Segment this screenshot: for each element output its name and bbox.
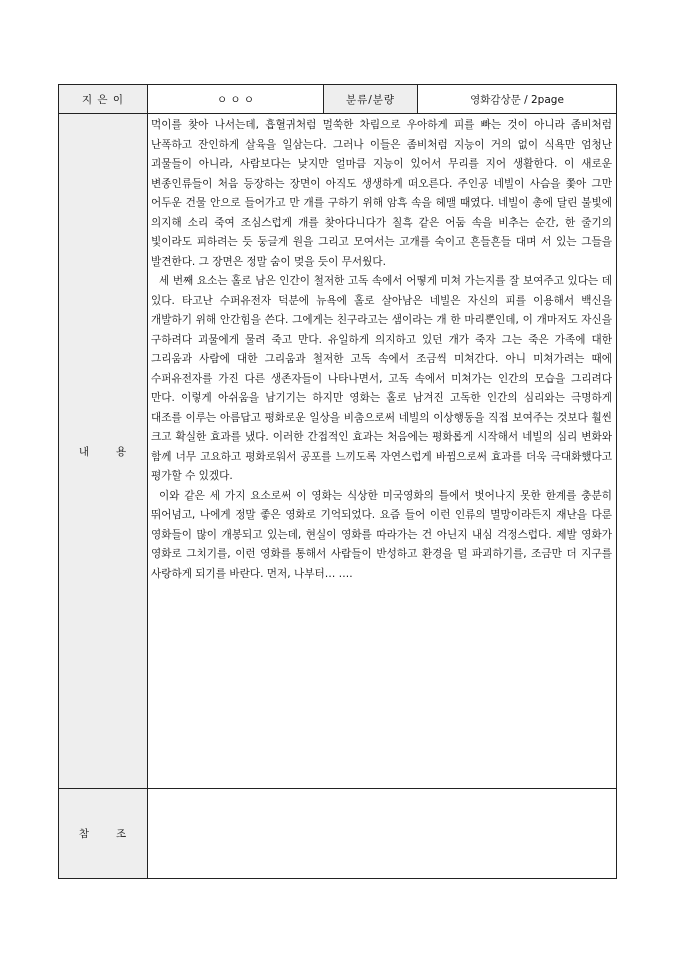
content-paragraph-1: 먹이를 찾아 나서는데, 흡혈귀처럼 멀쑥한 차림으로 우아하게 피를 빠는 것이 아니라 좀비처럼 난폭하고 잔인하게 살육을 일삼는다. 그러나 이들은 좀비처럼 지능이 거의 없이 식욕만 엄청난 괴물들이 아니라, 사람보다는 낮지만 얼마큼 지능이 있어서 무리를 지어 생활한다. 이 새로운 변종인류들이 처음 등장하는 장면이 아직도 생생하게 떠오른다. 주인공 네빌이 사슴을 쫓아 그만 어두운 건물 안으로 들어가고 만 개를 구하기 위해 암흑 속을 헤맬 때였다. 네빌이 총에 달린 불빛에 의지해 소리 죽여 조심스럽게 개를 찾아다니다가 칠흑 같은 어둠 속을 비추는 순간, 한 줄기의 빛이라도 피하려는 듯 둥글게 원을 그리고 모여서는 고개를 숙이고 흔들흔들 대며 서 있는 그들을 발견한다. 그 장면은 정말 숨이 멎을 듯이 무서웠다.	[151, 119, 612, 268]
reference-label: 참 조	[59, 789, 148, 879]
reference-value	[148, 789, 617, 879]
content-body	[151, 116, 612, 584]
category-value: 영화감상문 / 2page	[418, 85, 617, 114]
header-row	[59, 85, 617, 114]
content-label: 내 용	[59, 114, 148, 789]
content-paragraph-2: 세 번째 요소는 홀로 남은 인간이 철저한 고독 속에서 어떻게 미쳐 가는지를 잘 보여주고 있다는 데 있다. 타고난 수퍼유전자 덕분에 뉴욕에 홀로 살아남은 네빌은 자신의 피를 이용해서 백신을 개발하기 위해 안간힘을 쓴다. 그에게는 친구라고는 샘이라는 개 한 마리뿐인데, 이 개마저도 자신을 구하려다 괴물에게 물려 죽고 만다. 유일하게 의지하고 있던 개가 죽자 그는 죽은 가족에 대한 그리움과 사람에 대한 그리움과 철저한 고독 속에서 조금씩 미쳐간다. 아니 미쳐가려는 때에 수퍼유전자를 가진 다른 생존자들이 나타나면서, 고독 속에서 미쳐가는 인간의 모습을 그리려다 만다. 이렇게 아쉬움을 남기기는 하지만 영화는 홀로 남겨진 고독한 인간의 심리와는 극명하게 대조를 이루는 아름답고 평화로운 일상을 비춤으로써 네빌의 이상행동을 직접 보여주는 것보다 훨씬 크고 확실한 효과를 냈다. 이러한 간접적인 효과는 처음에는 평화롭게 시작해서 네빌의 심리 변화와 함께 너무 고요하고 평화로워서 공포를 느끼도록 자연스럽게 바뀜으로써 효과를 더욱 극대화했다고 평가할 수 있겠다.	[151, 275, 612, 482]
report-sheet-table	[58, 84, 617, 879]
content-paragraph-3: 이와 같은 세 가지 요소로써 이 영화는 식상한 미국영화의 틀에서 벗어나지 못한 한계를 충분히 뛰어넘고, 나에게 정말 좋은 영화로 기억되었다. 요즘 들어 이런 인류의 멸망이라든지 재난을 다룬 영화들이 많이 개봉되고 있는데, 현실이 영화를 따라가는 건 아닌지 내심 걱정스럽다. 제발 영화가 영화로 그치기를, 이런 영화를 통해서 사람들이 반성하고 환경을 덜 파괴하기를, 조금만 더 지구를 사랑하게 되기를 바란다. 먼저, 나부터… ….	[151, 489, 612, 580]
content-row	[59, 114, 617, 789]
content-body-cell	[148, 114, 617, 789]
author-label: 지 은 이	[59, 85, 148, 114]
reference-row	[59, 789, 617, 879]
category-label: 분류/분량	[324, 85, 418, 114]
author-value: ㅇ ㅇ ㅇ	[148, 85, 324, 114]
